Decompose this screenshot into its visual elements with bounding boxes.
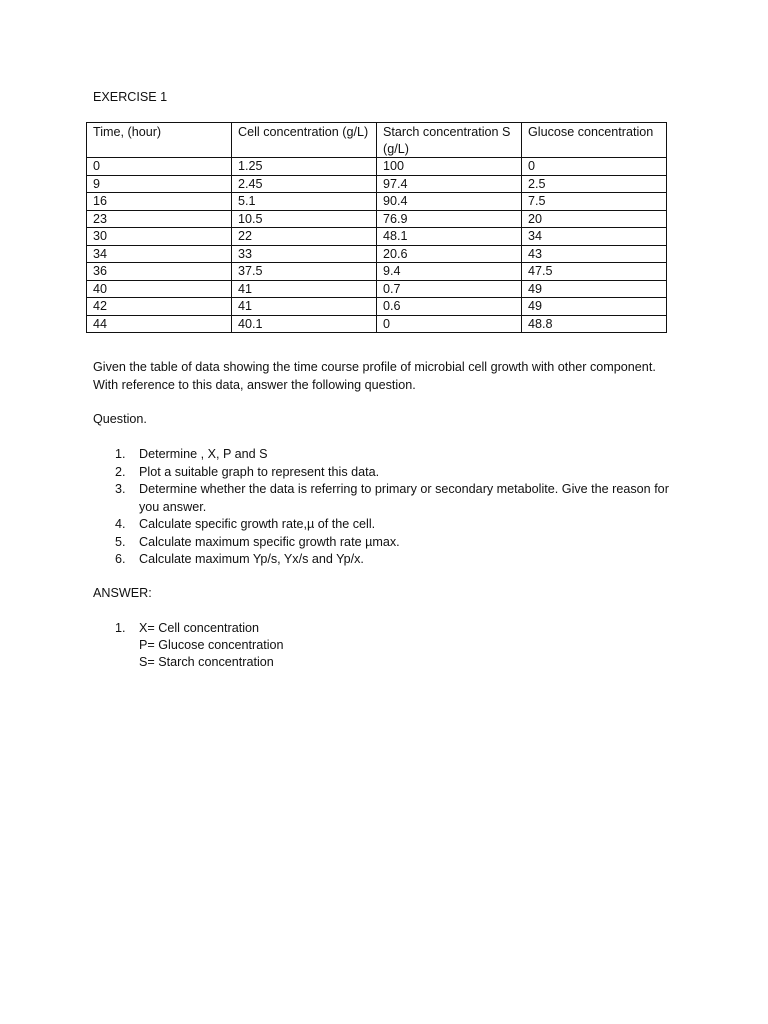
table-cell: 7.5 bbox=[522, 193, 667, 211]
table-cell: 43 bbox=[522, 245, 667, 263]
table-row bbox=[87, 245, 667, 263]
question-item bbox=[93, 464, 673, 482]
question-heading: Question. bbox=[93, 412, 147, 426]
question-number: 2. bbox=[115, 464, 126, 479]
question-text: Calculate maximum Yp/s, Yx/s and Yp/x. bbox=[139, 552, 364, 566]
table-cell: 41 bbox=[232, 298, 377, 316]
table-cell: 40 bbox=[87, 280, 232, 298]
table-cell: 5.1 bbox=[232, 193, 377, 211]
table-row bbox=[87, 193, 667, 211]
exercise-title: EXERCISE 1 bbox=[93, 90, 168, 104]
table-cell: 0 bbox=[522, 158, 667, 176]
table-cell: 22 bbox=[232, 228, 377, 246]
question-text: Calculate specific growth rate,µ of the cell. bbox=[139, 517, 376, 531]
question-text: Determine whether the data is referring to primary or secondary metabolite. Give the reason for you answer. bbox=[139, 482, 669, 514]
question-number: 4. bbox=[115, 517, 126, 531]
table-cell: 100 bbox=[377, 158, 522, 176]
table-cell: 40.1 bbox=[232, 315, 377, 333]
table-cell: 97.4 bbox=[377, 175, 522, 193]
question-item bbox=[93, 446, 673, 464]
question-text: Calculate maximum specific growth rate µmax. bbox=[139, 534, 400, 549]
answer-line-s: S= Starch concentration bbox=[139, 655, 274, 670]
header-cell-concentration: Cell concentration (g/L) bbox=[232, 123, 377, 158]
answer-line-p: P= Glucose concentration bbox=[139, 638, 284, 653]
table-cell: 23 bbox=[87, 210, 232, 228]
table-cell: 33 bbox=[232, 245, 377, 263]
header-glucose-concentration: Glucose concentration bbox=[522, 123, 667, 158]
intro-paragraph: Given the table of data showing the time course profile of microbial cell growth with other component. With reference to this data, answer the following question. bbox=[93, 360, 656, 392]
table-cell: 44 bbox=[87, 315, 232, 333]
table-row bbox=[87, 228, 667, 246]
question-number: 5. bbox=[115, 534, 126, 549]
table-cell: 30 bbox=[87, 228, 232, 246]
table-cell: 20.6 bbox=[377, 245, 522, 263]
table-cell: 48.8 bbox=[522, 315, 667, 333]
table-cell: 48.1 bbox=[377, 228, 522, 246]
table-cell: 20 bbox=[522, 210, 667, 228]
table-cell: 1.25 bbox=[232, 158, 377, 176]
table-cell: 0.7 bbox=[377, 280, 522, 298]
question-item bbox=[93, 534, 673, 552]
table-row bbox=[87, 175, 667, 193]
table-cell: 16 bbox=[87, 193, 232, 211]
table-cell: 76.9 bbox=[377, 210, 522, 228]
answer-line-x: X= Cell concentration bbox=[139, 621, 260, 635]
question-number: 1. bbox=[115, 447, 126, 461]
question-item bbox=[93, 551, 673, 569]
table-row bbox=[87, 315, 667, 333]
header-starch-concentration: Starch concentration S (g/L) bbox=[377, 123, 522, 158]
question-text: Plot a suitable graph to represent this data. bbox=[139, 464, 380, 479]
table-cell: 0.6 bbox=[377, 298, 522, 316]
question-item bbox=[93, 481, 673, 516]
header-time: Time, (hour) bbox=[87, 123, 232, 158]
table-cell: 2.45 bbox=[232, 175, 377, 193]
question-item bbox=[93, 516, 673, 534]
table-header-row bbox=[87, 123, 667, 158]
table-cell: 42 bbox=[87, 298, 232, 316]
table-cell: 0 bbox=[377, 315, 522, 333]
table-cell: 34 bbox=[87, 245, 232, 263]
table-row bbox=[87, 210, 667, 228]
table-cell: 10.5 bbox=[232, 210, 377, 228]
table-cell: 47.5 bbox=[522, 263, 667, 281]
answer-item bbox=[93, 620, 673, 672]
table-row bbox=[87, 263, 667, 281]
answer-heading: ANSWER: bbox=[93, 586, 152, 600]
table-cell: 9 bbox=[87, 175, 232, 193]
table-cell: 2.5 bbox=[522, 175, 667, 193]
table-cell: 49 bbox=[522, 280, 667, 298]
question-list bbox=[93, 446, 673, 569]
table-cell: 0 bbox=[87, 158, 232, 176]
table-cell: 37.5 bbox=[232, 263, 377, 281]
table-row bbox=[87, 298, 667, 316]
table-cell: 36 bbox=[87, 263, 232, 281]
question-text: Determine , X, P and S bbox=[139, 447, 268, 461]
question-number: 6. bbox=[115, 552, 126, 566]
answer-number: 1. bbox=[115, 621, 126, 635]
answer-list bbox=[93, 620, 673, 672]
table-cell: 34 bbox=[522, 228, 667, 246]
question-number: 3. bbox=[115, 482, 126, 496]
table-cell: 90.4 bbox=[377, 193, 522, 211]
table-row bbox=[87, 158, 667, 176]
table-cell: 9.4 bbox=[377, 263, 522, 281]
data-table bbox=[86, 122, 667, 333]
table-cell: 41 bbox=[232, 280, 377, 298]
table-row bbox=[87, 280, 667, 298]
table-cell: 49 bbox=[522, 298, 667, 316]
